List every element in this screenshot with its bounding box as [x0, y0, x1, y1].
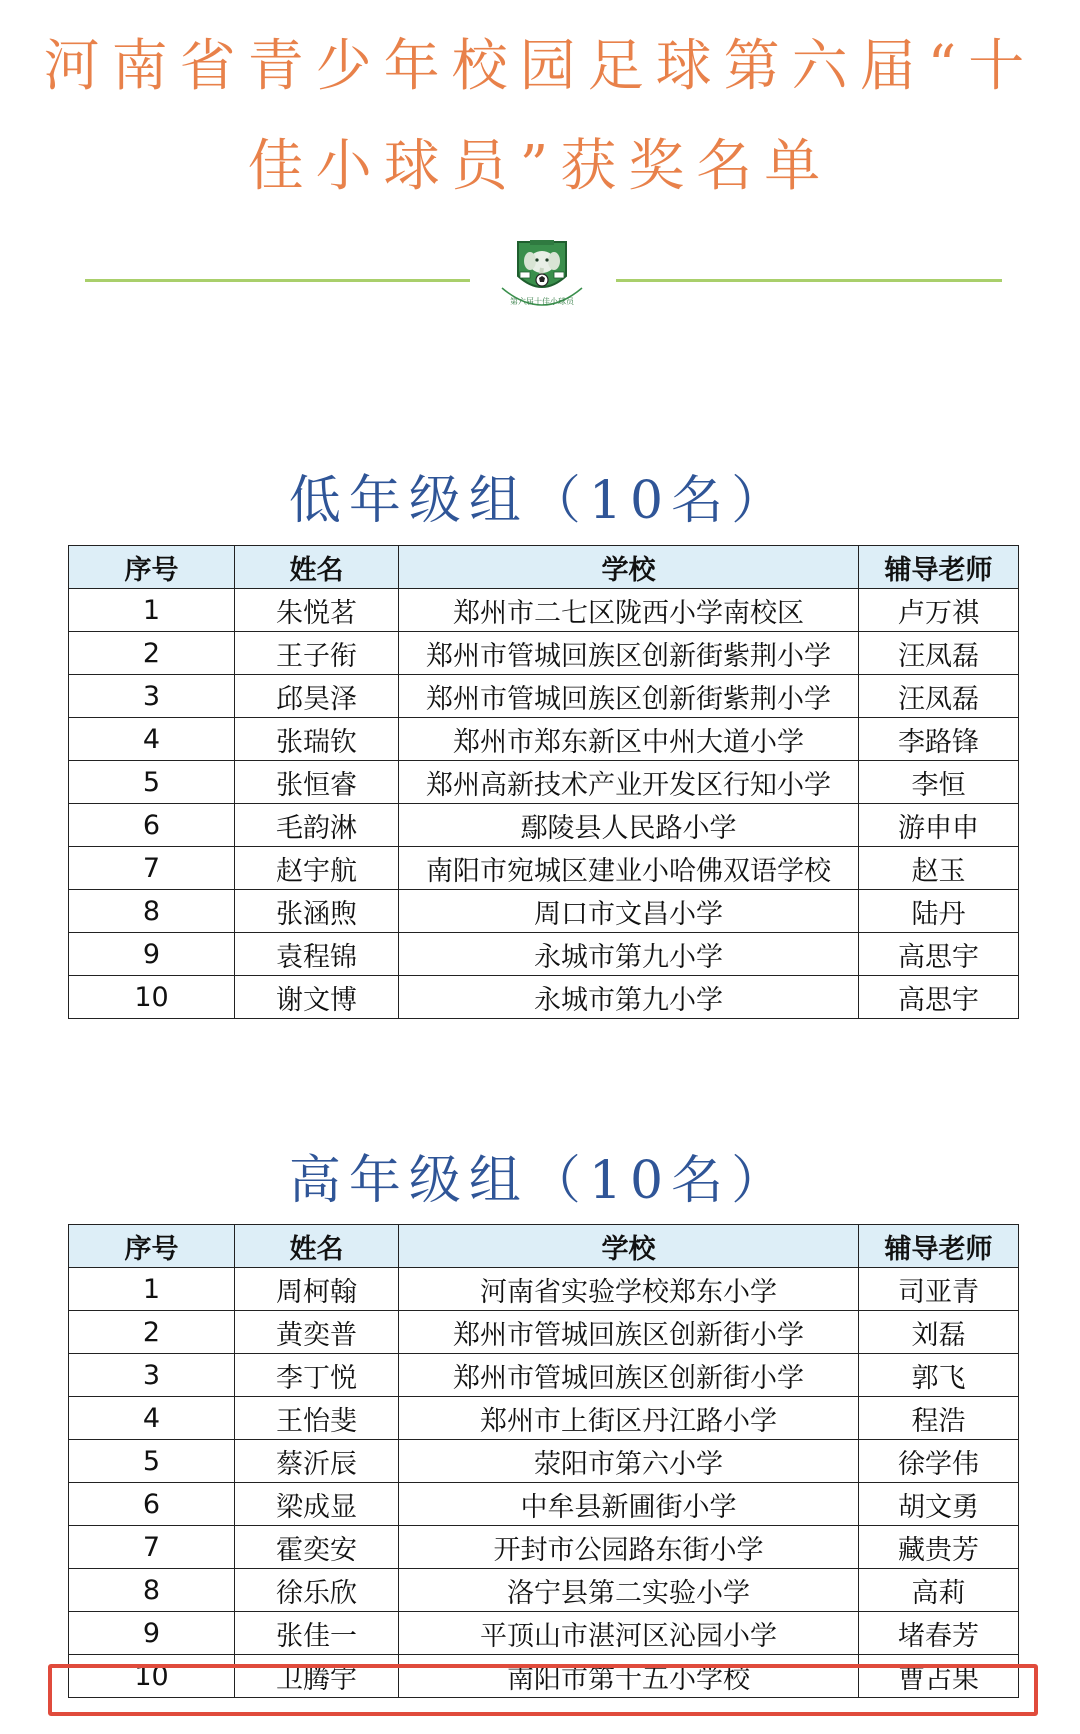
cell-coach: 徐学伟 — [859, 1440, 1019, 1483]
cell-number: 6 — [69, 804, 235, 847]
header-number: 序号 — [69, 546, 235, 589]
cell-school: 郑州市二七区陇西小学南校区 — [399, 589, 859, 632]
cell-number: 4 — [69, 718, 235, 761]
cell-name: 袁程锦 — [235, 933, 399, 976]
cell-coach: 堵春芳 — [859, 1612, 1019, 1655]
header-coach: 辅导老师 — [859, 1225, 1019, 1268]
table-header-row — [69, 546, 1019, 589]
cell-coach: 郭飞 — [859, 1354, 1019, 1397]
cell-school: 永城市第九小学 — [399, 976, 859, 1019]
cell-school: 郑州高新技术产业开发区行知小学 — [399, 761, 859, 804]
cell-number: 5 — [69, 761, 235, 804]
table-row — [69, 976, 1019, 1019]
cell-name: 黄奕普 — [235, 1311, 399, 1354]
cell-number: 8 — [69, 1569, 235, 1612]
cell-name: 张佳一 — [235, 1612, 399, 1655]
cell-coach: 赵玉 — [859, 847, 1019, 890]
cell-name: 谢文博 — [235, 976, 399, 1019]
cell-coach: 胡文勇 — [859, 1483, 1019, 1526]
junior-roster-table — [68, 545, 1019, 1019]
cell-number: 4 — [69, 1397, 235, 1440]
cell-school: 郑州市管城回族区创新街紫荆小学 — [399, 675, 859, 718]
table-row — [69, 847, 1019, 890]
cell-school: 永城市第九小学 — [399, 933, 859, 976]
cell-coach: 李恒 — [859, 761, 1019, 804]
table-row — [69, 1354, 1019, 1397]
table-row — [69, 890, 1019, 933]
cell-coach: 藏贵芳 — [859, 1526, 1019, 1569]
cell-school: 郑州市上街区丹江路小学 — [399, 1397, 859, 1440]
cell-name: 赵宇航 — [235, 847, 399, 890]
cell-coach: 刘磊 — [859, 1311, 1019, 1354]
cell-number: 2 — [69, 1311, 235, 1354]
cell-name: 王怡斐 — [235, 1397, 399, 1440]
senior-group-title: 高年级组（10名） — [288, 1151, 792, 1211]
table-row — [69, 1483, 1019, 1526]
cell-name: 周柯翰 — [235, 1268, 399, 1311]
cell-school: 开封市公园路东街小学 — [399, 1526, 859, 1569]
page-title-line-1: 河南省青少年校园足球第六届“十 — [43, 34, 1037, 99]
cell-coach: 陆丹 — [859, 890, 1019, 933]
cell-name: 张瑞钦 — [235, 718, 399, 761]
table-row — [69, 1569, 1019, 1612]
cell-number: 3 — [69, 1354, 235, 1397]
table-row — [69, 804, 1019, 847]
cell-coach: 曹占果 — [859, 1655, 1019, 1698]
cell-school: 南阳市宛城区建业小哈佛双语学校 — [399, 847, 859, 890]
cell-number: 7 — [69, 847, 235, 890]
table-row — [69, 1268, 1019, 1311]
cell-coach: 李路锋 — [859, 718, 1019, 761]
cell-name: 张恒睿 — [235, 761, 399, 804]
football-club-emblem-icon — [490, 238, 594, 322]
cell-coach: 高莉 — [859, 1569, 1019, 1612]
cell-number: 1 — [69, 1268, 235, 1311]
table-row — [69, 761, 1019, 804]
header-number: 序号 — [69, 1225, 235, 1268]
cell-coach: 卢万祺 — [859, 589, 1019, 632]
cell-number: 10 — [69, 1655, 235, 1698]
cell-number: 9 — [69, 1612, 235, 1655]
svg-text:第六届十佳小球员: 第六届十佳小球员 — [510, 297, 574, 306]
junior-group-title: 低年级组（10名） — [288, 471, 792, 531]
right-divider — [616, 279, 1002, 282]
cell-name: 徐乐欣 — [235, 1569, 399, 1612]
cell-coach: 高思宇 — [859, 976, 1019, 1019]
table-header-row — [69, 1225, 1019, 1268]
cell-name: 朱悦茗 — [235, 589, 399, 632]
cell-coach: 游申申 — [859, 804, 1019, 847]
cell-name: 卫腾宇 — [235, 1655, 399, 1698]
cell-name: 毛韵淋 — [235, 804, 399, 847]
cell-name: 王子衔 — [235, 632, 399, 675]
cell-number: 8 — [69, 890, 235, 933]
table-row — [69, 1397, 1019, 1440]
cell-number: 7 — [69, 1526, 235, 1569]
page-title-line-2: 佳小球员”获奖名单 — [247, 134, 833, 199]
cell-name: 张涵煦 — [235, 890, 399, 933]
table-row — [69, 933, 1019, 976]
cell-number: 3 — [69, 675, 235, 718]
table-row — [69, 1440, 1019, 1483]
cell-name: 邱昊泽 — [235, 675, 399, 718]
table-row — [69, 589, 1019, 632]
cell-school: 郑州市郑东新区中州大道小学 — [399, 718, 859, 761]
cell-school: 中牟县新圃街小学 — [399, 1483, 859, 1526]
cell-number: 10 — [69, 976, 235, 1019]
cell-number: 1 — [69, 589, 235, 632]
cell-name: 霍奕安 — [235, 1526, 399, 1569]
cell-coach: 高思宇 — [859, 933, 1019, 976]
cell-name: 蔡沂辰 — [235, 1440, 399, 1483]
cell-school: 郑州市管城回族区创新街小学 — [399, 1354, 859, 1397]
table-row — [69, 1311, 1019, 1354]
cell-school: 鄢陵县人民路小学 — [399, 804, 859, 847]
cell-school: 郑州市管城回族区创新街紫荆小学 — [399, 632, 859, 675]
table-row — [69, 675, 1019, 718]
cell-number: 2 — [69, 632, 235, 675]
table-row — [69, 1526, 1019, 1569]
cell-name: 梁成显 — [235, 1483, 399, 1526]
cell-coach: 汪凤磊 — [859, 632, 1019, 675]
cell-coach: 程浩 — [859, 1397, 1019, 1440]
cell-coach: 司亚青 — [859, 1268, 1019, 1311]
table-row — [69, 1612, 1019, 1655]
cell-number: 6 — [69, 1483, 235, 1526]
cell-number: 5 — [69, 1440, 235, 1483]
table-row — [69, 632, 1019, 675]
cell-school: 周口市文昌小学 — [399, 890, 859, 933]
cell-school: 平顶山市湛河区沁园小学 — [399, 1612, 859, 1655]
senior-roster-table — [68, 1224, 1019, 1698]
cell-school: 南阳市第十五小学校 — [399, 1655, 859, 1698]
header-name: 姓名 — [235, 1225, 399, 1268]
cell-name: 李丁悦 — [235, 1354, 399, 1397]
header-school: 学校 — [399, 1225, 859, 1268]
table-row — [69, 718, 1019, 761]
header-school: 学校 — [399, 546, 859, 589]
cell-school: 荥阳市第六小学 — [399, 1440, 859, 1483]
highlighted-row-box — [48, 1664, 1038, 1716]
cell-school: 郑州市管城回族区创新街小学 — [399, 1311, 859, 1354]
cell-number: 9 — [69, 933, 235, 976]
header-name: 姓名 — [235, 546, 399, 589]
cell-coach: 汪凤磊 — [859, 675, 1019, 718]
left-divider — [85, 279, 470, 282]
cell-school: 河南省实验学校郑东小学 — [399, 1268, 859, 1311]
header-coach: 辅导老师 — [859, 546, 1019, 589]
cell-school: 洛宁县第二实验小学 — [399, 1569, 859, 1612]
